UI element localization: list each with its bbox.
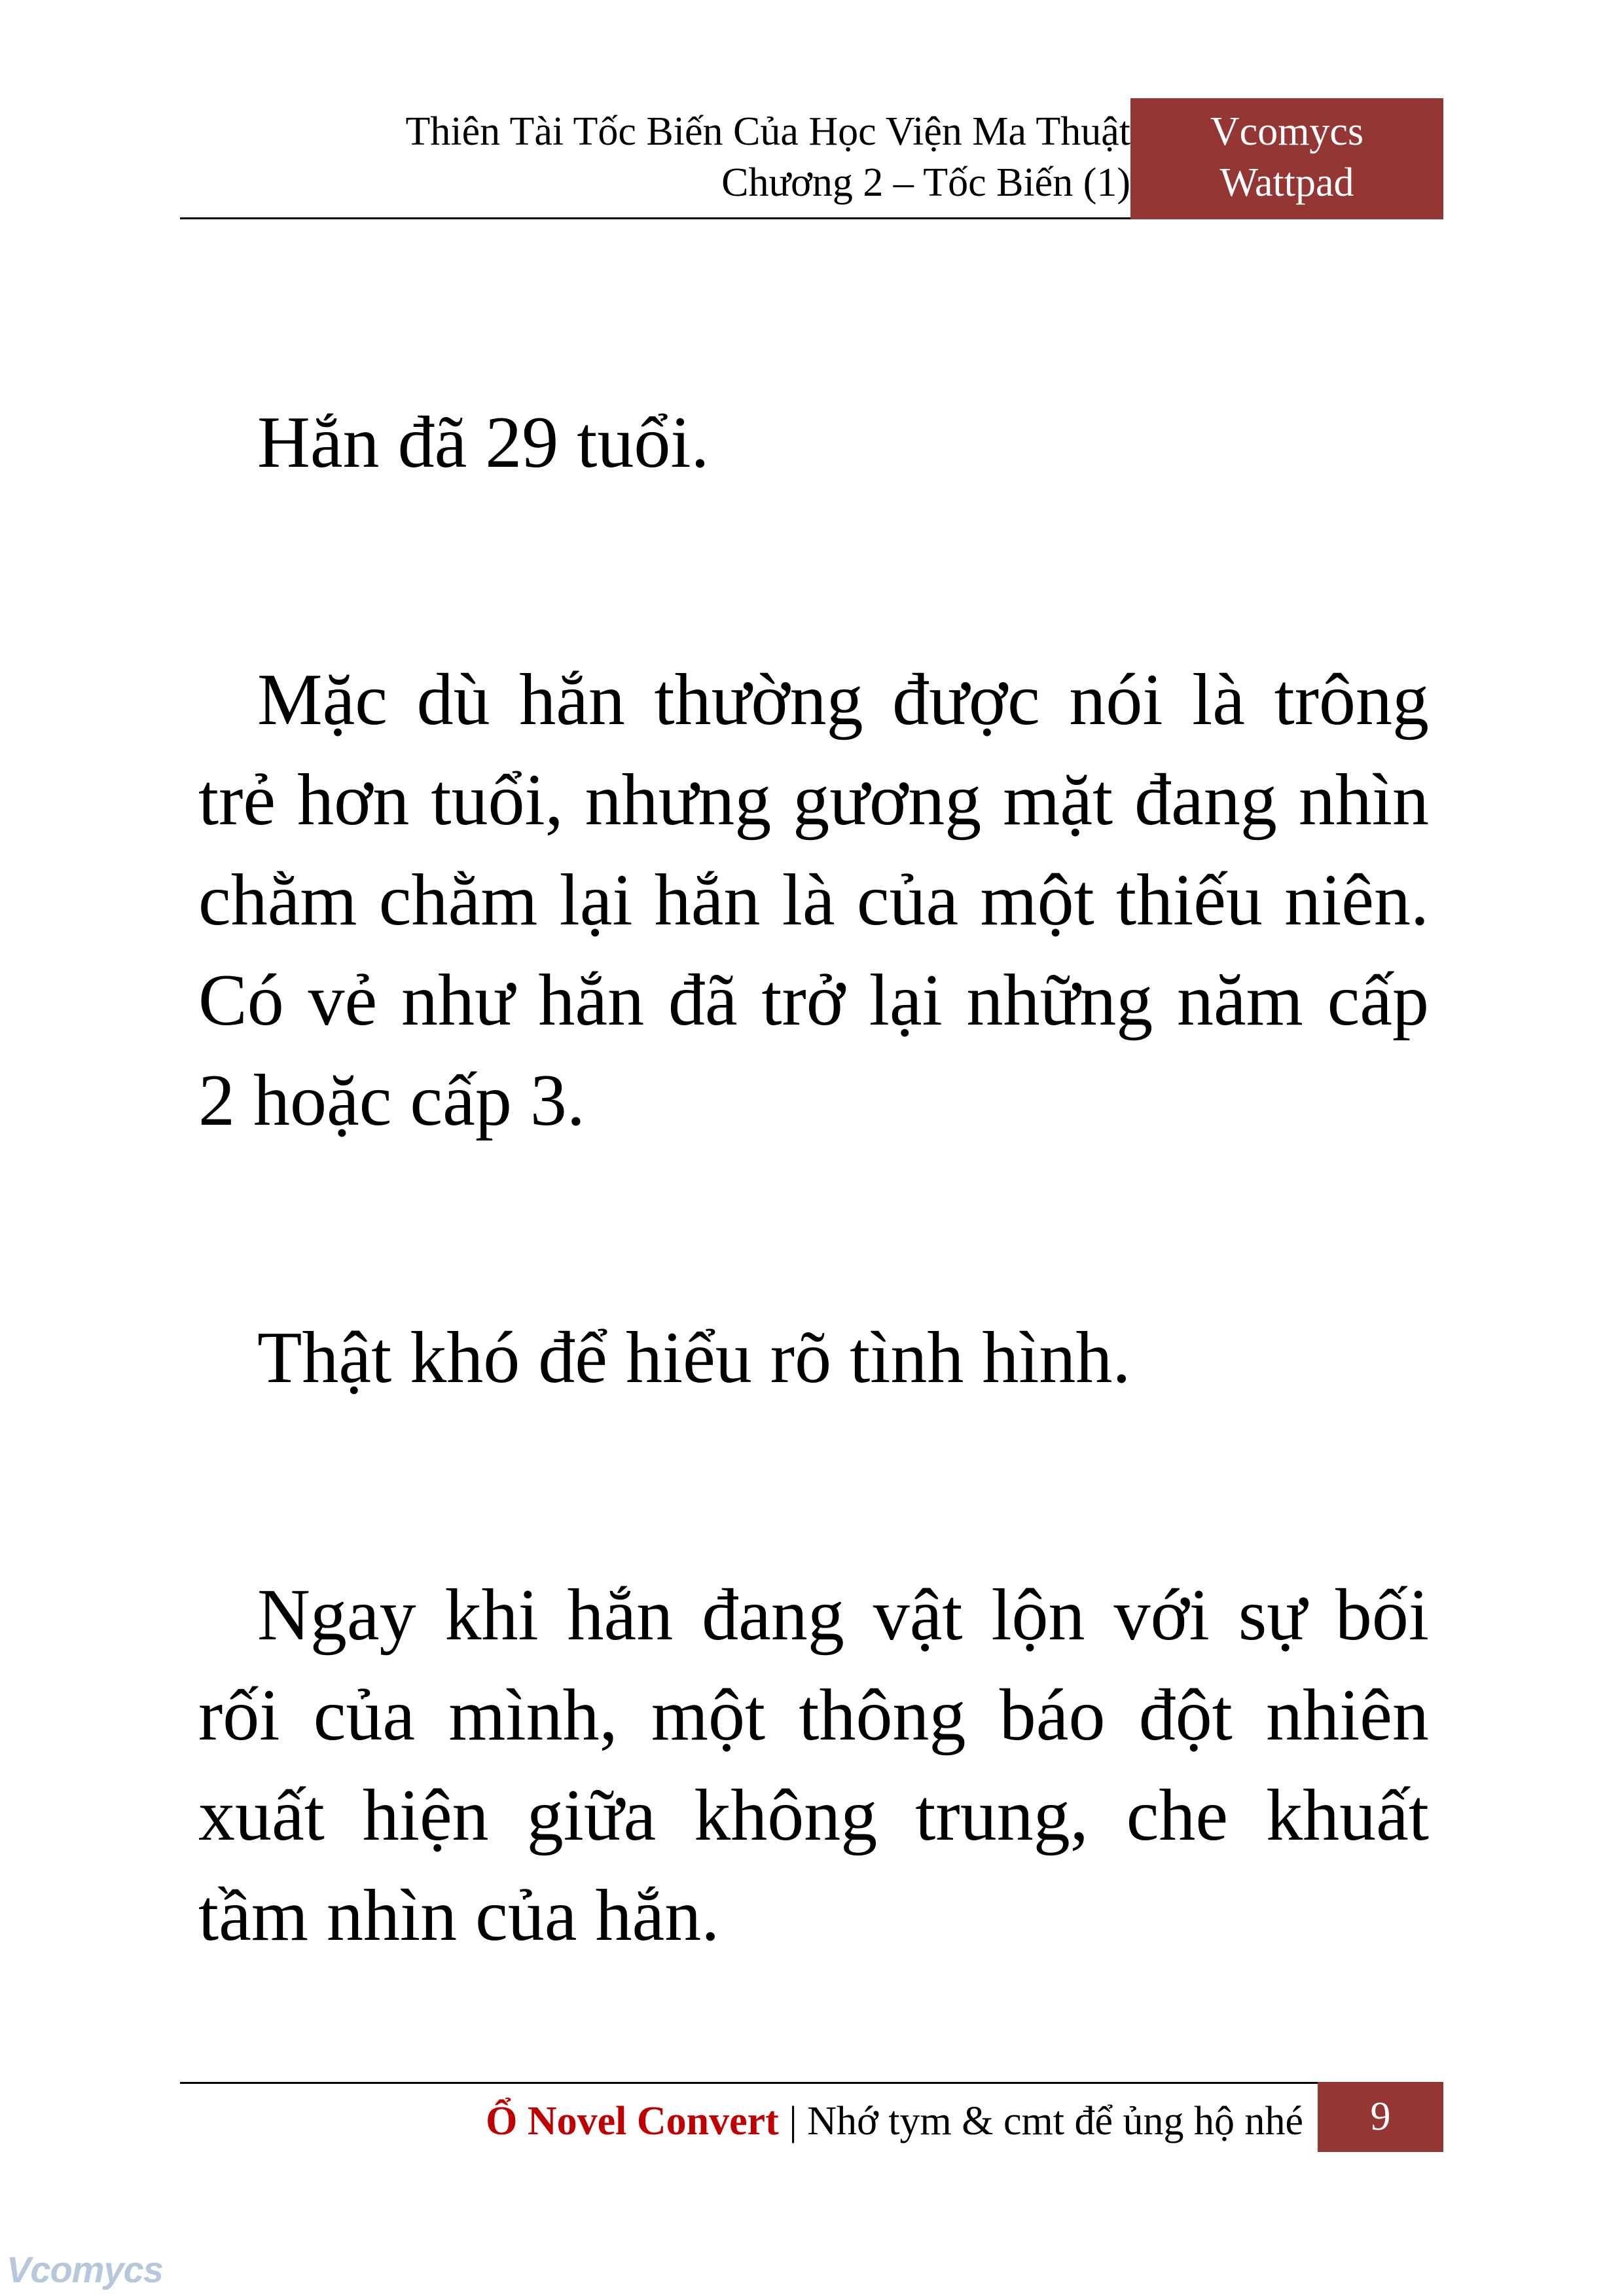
watermark-logo: Vcomycs <box>7 2249 163 2290</box>
book-title: Thiên Tài Tốc Biến Của Học Viện Ma Thuật <box>405 109 1130 154</box>
paragraph: Hắn đã 29 tuổi. <box>257 402 710 483</box>
paragraph: Ngay khi hắn đang vật lộn với sự bối rối của mình, một thông báo đột nhiên xuất hiện giữa không trung, che khuất tầm nhìn của hắn. <box>198 1575 1429 1956</box>
page-footer <box>180 2082 1443 2152</box>
footer-brand: Ổ Novel Convert <box>486 2099 779 2143</box>
paragraph: Mặc dù hắn thường được nói là trông trẻ hơn tuổi, nhưng gương mặt đang nhìn chằm chằm lại hắn là của một thiếu niên. Có vẻ như hắn đã trở lại những năm cấp 2 hoặc cấp 3. <box>198 659 1429 1141</box>
chapter-title: Chương 2 – Tốc Biến (1) <box>721 160 1130 205</box>
paragraph: Thật khó để hiểu rõ tình hình. <box>257 1317 1131 1398</box>
footer-note: Nhớ tym & cmt để ủng hộ nhé <box>807 2099 1303 2143</box>
footer-divider <box>180 2082 1318 2084</box>
chapter-body <box>198 393 1429 2123</box>
header-divider <box>180 217 1130 219</box>
header-titles <box>406 106 1130 208</box>
footer-text <box>486 2095 1303 2147</box>
publisher-name: Vcomycs <box>1210 109 1364 154</box>
page-number: 9 <box>1318 2082 1443 2152</box>
footer-separator: | <box>789 2099 797 2143</box>
publisher-badge <box>1130 98 1443 219</box>
platform-name: Wattpad <box>1219 160 1354 205</box>
page-header <box>180 98 1443 219</box>
